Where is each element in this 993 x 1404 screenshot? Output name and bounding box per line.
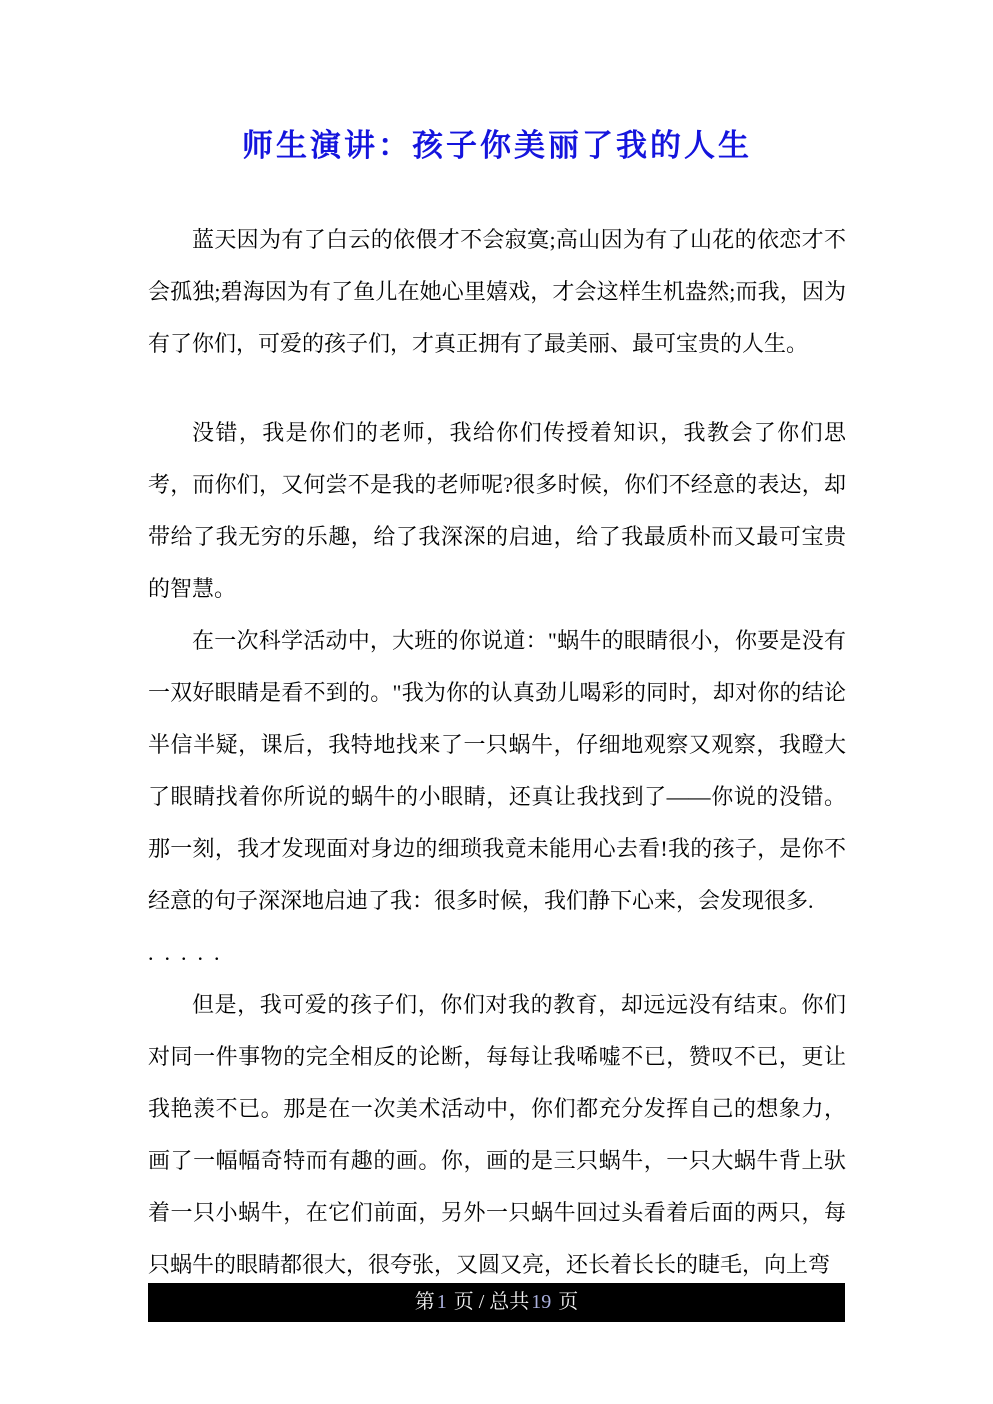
document-body xyxy=(148,214,846,1291)
page-footer-bar xyxy=(148,1283,845,1322)
footer-page-prefix: 第 xyxy=(414,1291,435,1313)
footer-page-suffix: 页 xyxy=(558,1291,579,1313)
paragraph-1: 蓝天因为有了白云的依偎才不会寂寞;高山因为有了山花的依恋才不会孤独;碧海因为有了鱼儿在她心里嬉戏，才会这样生机盎然;而我，因为有了你们，可爱的孩子们，才真正拥有了最美丽、最可宝贵的人生。 xyxy=(148,227,846,356)
paragraph-4: 但是，我可爱的孩子们，你们对我的教育，却远远没有结束。你们对同一件事物的完全相反的论断，每每让我唏嘘不已，赞叹不已，更让我艳羡不已。那是在一次美术活动中，你们都充分发挥自己的想象力，画了一幅幅奇特而有趣的画。你，画的是三只蜗牛，一只大蜗牛背上驮着一只小蜗牛，在它们前面，另外一只蜗牛回过头看着后面的两只，每只蜗牛的眼睛都很大，很夸张，又圆又亮，还长着长长的睫毛，向上弯 xyxy=(148,992,846,1277)
page-title: 师生演讲：孩子你美丽了我的人生 xyxy=(242,128,752,163)
paragraph-3: 在一次科学活动中，大班的你说道："蜗牛的眼睛很小，你要是没有一双好眼睛是看不到的。"我为你的认真劲儿喝彩的同时，却对你的结论半信半疑，课后，我特地找来了一只蜗牛，仔细地观察又观察，我瞪大了眼睛找着你所说的蜗牛的小眼睛，还真让我找到了——你说的没错。那一刻，我才发现面对身边的细琐我竟未能用心去看!我的孩子，是你不经意的句子深深地启迪了我：很多时候，我们静下心来，会发现很多. xyxy=(148,628,846,913)
ellipsis-line: ..... xyxy=(148,940,231,965)
footer-total-pages: 19 xyxy=(531,1291,552,1313)
footer-page-number: 1 xyxy=(436,1291,447,1313)
footer-middle-label: 页 / 总共 xyxy=(453,1291,530,1313)
paragraph-2: 没错，我是你们的老师，我给你们传授着知识，我教会了你们思考，而你们，又何尝不是我的老师呢?很多时候，你们不经意的表达，却带给了我无穷的乐趣，给了我深深的启迪，给了我最质朴而又最可宝贵的智慧。 xyxy=(148,420,846,601)
